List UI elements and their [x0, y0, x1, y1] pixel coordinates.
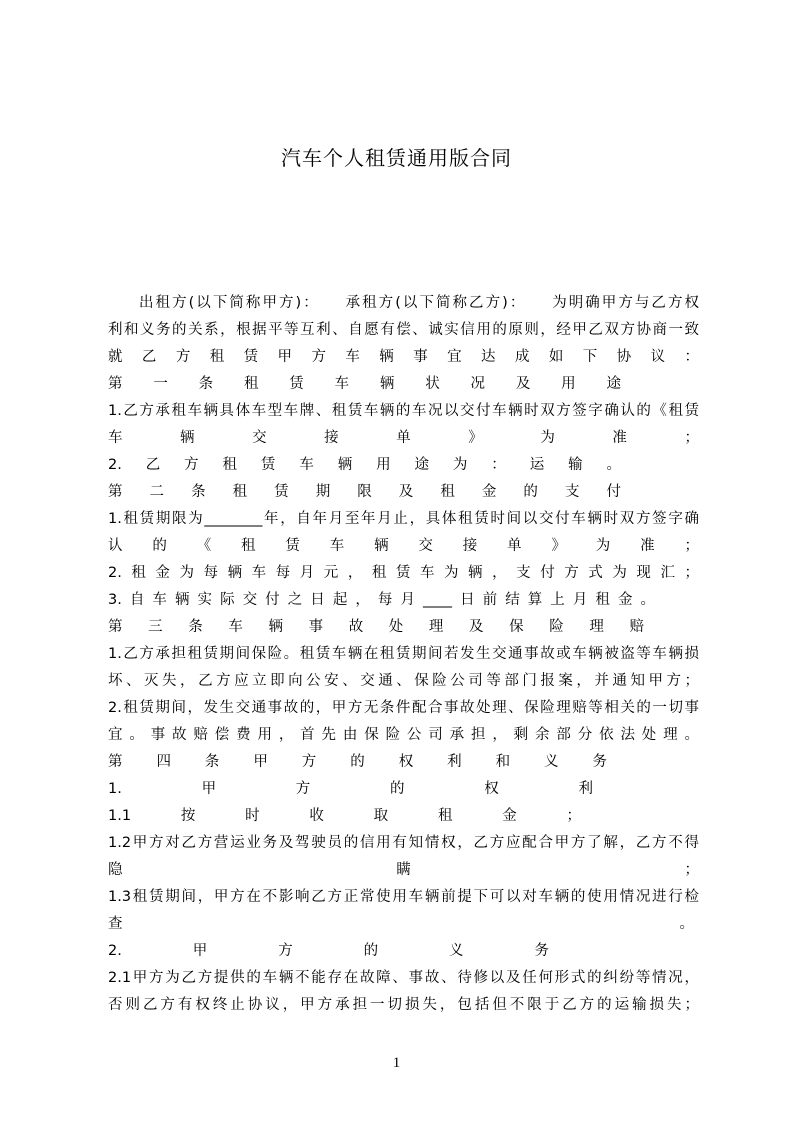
text-line: 1.租赁期限为________年，自年月至年月止，具体租赁时间以交付车辆时双方签字确	[108, 511, 699, 527]
subsection-heading: 1.甲方的权利	[108, 781, 593, 797]
text-line: 查。	[108, 916, 694, 932]
text-line: 1.2甲方对乙方营运业务及驾驶员的信用有知情权，乙方应配合甲方了解，乙方不得	[108, 835, 699, 851]
text-line: 车辆交接单》为准；	[108, 430, 699, 446]
text-line: 1.乙方承租车辆具体车型车牌、租赁车辆的车况以交付车辆时双方签字确认的《租赁	[108, 403, 699, 419]
text-line: 2.租赁期间，发生交通事故的，甲方无条件配合事故处理、保险理赔等相关的一切事	[108, 700, 699, 716]
text-line: 宜。事故赔偿费用，首先由保险公司承担，剩余部分依法处理。	[108, 727, 699, 743]
subsection-heading: 2.甲方的义务	[108, 943, 549, 959]
section-heading: 第三条车辆事故处理及保险理赔	[108, 619, 644, 635]
section-heading: 第二条租赁期限及租金的支付	[108, 484, 621, 500]
section-heading: 第一条租赁车辆状况及用途	[108, 376, 621, 392]
text-line: 2.乙方租赁车辆用途为：运输。	[108, 457, 621, 473]
text-line: 隐瞒；	[108, 862, 699, 878]
text-line: 坏、灭失，乙方应立即向公安、交通、保险公司等部门报案，并通知甲方；	[108, 673, 699, 689]
text-line: 认的《租赁车辆交接单》为准；	[108, 538, 699, 554]
text-line: 出租方(以下简称甲方)： 承租方(以下简称乙方)： 为明确甲方与乙方权	[139, 295, 699, 311]
text-line: 否则乙方有权终止协议，甲方承担一切损失，包括但不限于乙方的运输损失；	[108, 997, 699, 1013]
text-line: 1.3租赁期间，甲方在不影响乙方正常使用车辆前提下可以对车辆的使用情况进行检	[108, 889, 699, 905]
text-line: 2.1甲方为乙方提供的车辆不能存在故障、事故、待修以及任何形式的纠纷等情况，	[108, 970, 699, 986]
page-number: 1	[392, 1055, 401, 1071]
contract-body	[108, 290, 699, 1019]
text-line: 1.乙方承担租赁期间保险。租赁车辆在租赁期间若发生交通事故或车辆被盗等车辆损	[108, 646, 699, 662]
text-line: 就乙方租赁甲方车辆事宜达成如下协议：	[108, 349, 699, 365]
text-line: 2.租金为每辆车每月元，租赁车为辆，支付方式为现汇；	[108, 565, 699, 581]
text-line: 1.1按时收取租金；	[108, 808, 581, 824]
text-line: 3.自车辆实际交付之日起，每月____日前结算上月租金。	[108, 592, 655, 608]
text-line: 利和义务的关系，根据平等互利、自愿有偿、诚实信用的原则，经甲乙双方协商一致	[108, 322, 699, 338]
section-heading: 第四条甲方的权利和义务	[108, 754, 607, 770]
document-title: 汽车个人租赁通用版合同	[281, 146, 512, 170]
